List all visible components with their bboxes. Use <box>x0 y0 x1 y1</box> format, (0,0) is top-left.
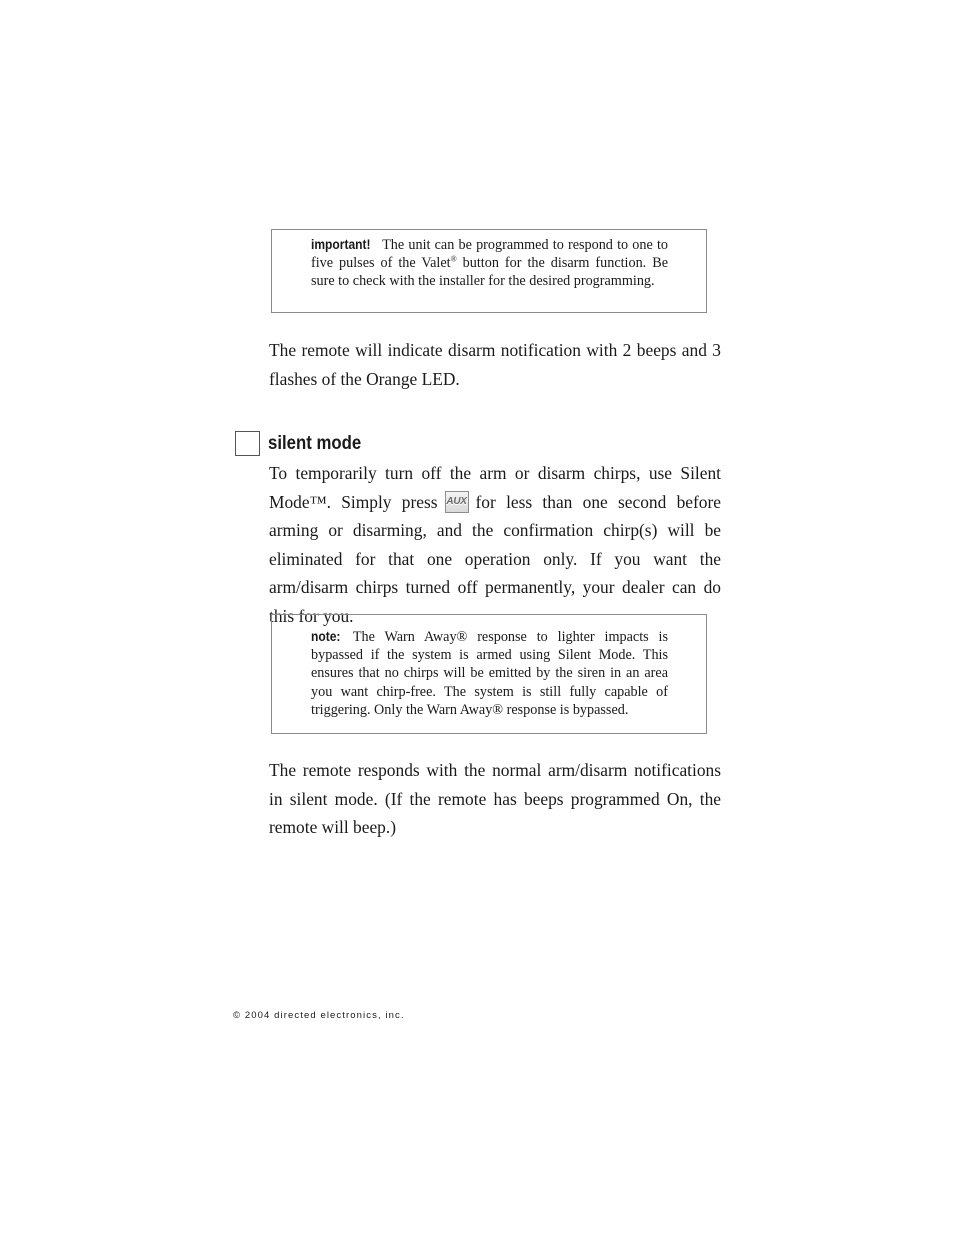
aux-button-icon: AUX <box>445 491 469 513</box>
important-box <box>271 229 707 313</box>
note-box <box>271 614 707 734</box>
section-title: silent mode <box>268 432 362 454</box>
note-text: note: The Warn Away® response to lighter impacts is bypassed if the system is armed using Silent Mode. This ensures that no chirps will be emitted by the siren in an area you want chirp-free. The system is still fully capable of triggering. Only the Warn Away® response is bypassed. <box>311 628 668 718</box>
checkbox-icon <box>235 431 260 456</box>
silent-mode-paragraph: To temporarily turn off the arm or disarm chirps, use Silent Mode™. Simply press AUX for less than one second before arming or disarming, and the confirmation chirp(s) will be eliminated for that one operation only. If you want the arm/disarm chirps turned off permanently, your dealer can do this for you. <box>269 463 722 626</box>
registered-mark: ® <box>450 254 457 264</box>
copyright-footer: © 2004 directed electronics, inc. <box>233 1010 405 1021</box>
important-label: important! <box>311 236 371 252</box>
note-label: note: <box>311 628 341 644</box>
remote-notification-paragraph: The remote responds with the normal arm/disarm notifications in silent mode. (If the remote has beeps programmed On, the remote will beep.) <box>269 760 721 838</box>
important-text: important! The unit can be programmed to respond to one to five pulses of the Valet® button for the disarm function. Be sure to check with the installer for the desired programming. <box>311 236 668 290</box>
disarm-notification-paragraph: The remote will indicate disarm notification with 2 beeps and 3 flashes of the Orange LED. <box>269 340 721 389</box>
